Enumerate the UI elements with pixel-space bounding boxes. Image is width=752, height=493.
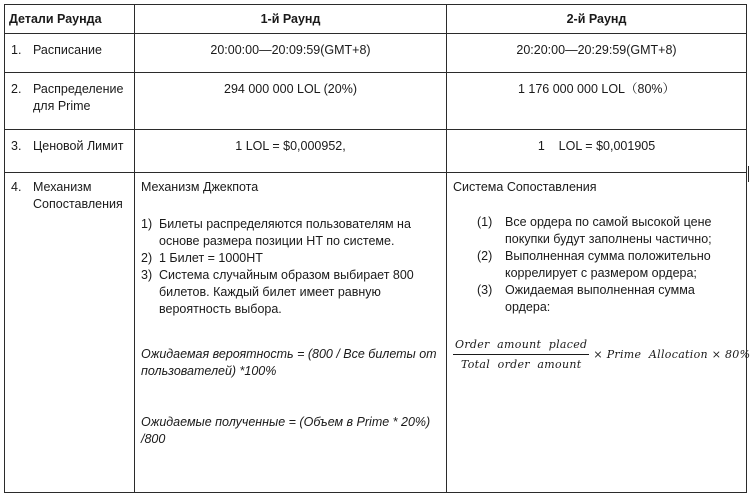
jackpot-rules-list xyxy=(141,216,440,318)
jackpot-mechanism-cell xyxy=(135,173,447,493)
table-header-row xyxy=(5,5,747,34)
row-number: 4. xyxy=(11,180,22,194)
list-item-text: 1 Билет = 1000HT xyxy=(159,251,263,265)
formula-denominator: Total order amount xyxy=(460,358,582,371)
price-limit-round-1: 1 LOL = $0,000952, xyxy=(135,130,447,173)
expected-received-formula: Ожидаемые полученные = (Объем в Prime * 20%) /800 xyxy=(141,415,431,446)
list-item-text: Все ордера по самой высокой цене покупки будут заполнены частично; xyxy=(505,215,712,246)
formula-numerator: Order amount placed xyxy=(453,336,589,355)
list-item-number: (3) xyxy=(477,283,493,297)
row-label-cell xyxy=(5,173,135,493)
expected-probability-formula: Ожидаемая вероятность = (800 / Все билеты от пользователей) *100% xyxy=(141,347,437,378)
list-item-number: (1) xyxy=(477,215,493,229)
row-number: 3. xyxy=(11,139,22,153)
edge-marker xyxy=(748,166,749,182)
list-item-text: Система случайным образом выбирает 800 билетов. Каждый билет имеет равную вероятность выбора. xyxy=(159,268,414,316)
schedule-round-2: 20:20:00—20:29:59(GMT+8) xyxy=(447,34,747,73)
list-item-number: 1) xyxy=(141,217,153,231)
list-item-text: Выполненная сумма положительно коррелирует с размером ордера; xyxy=(505,249,711,280)
matching-rules-list xyxy=(453,214,740,316)
header-round-2: 2-й Раунд xyxy=(447,5,747,34)
row-label-cell xyxy=(5,34,135,73)
matching-system-title: Система Сопоставления xyxy=(453,180,597,194)
allocation-round-2: 1 176 000 000 LOL（80%） xyxy=(447,73,747,130)
list-item-number: 2) xyxy=(141,251,153,265)
row-label: Расписание xyxy=(33,43,102,57)
list-item xyxy=(477,282,740,316)
row-label: Механизм Сопоставления xyxy=(33,180,123,211)
jackpot-mechanism-title: Механизм Джекпота xyxy=(141,180,259,194)
header-round-1: 1-й Раунд xyxy=(135,5,447,34)
list-item xyxy=(477,214,740,248)
allocation-round-1: 294 000 000 LOL (20%) xyxy=(135,73,447,130)
row-label-cell xyxy=(5,130,135,173)
allocation-formula xyxy=(453,336,751,373)
table-row xyxy=(5,73,747,130)
row-label-cell xyxy=(5,73,135,130)
row-label: Ценовой Лимит xyxy=(33,139,124,153)
row-number: 2. xyxy=(11,82,22,96)
list-item-number: (2) xyxy=(477,249,493,263)
list-item-text: Ожидаемая выполненная сумма ордера: xyxy=(505,283,695,314)
row-number: 1. xyxy=(11,43,22,57)
table-row xyxy=(5,34,747,73)
list-item-text: Билеты распределяются пользователям на основе размера позиции HT по системе. xyxy=(159,217,411,248)
schedule-round-1: 20:00:00—20:09:59(GMT+8) xyxy=(135,34,447,73)
list-item xyxy=(141,267,440,318)
table-row xyxy=(5,173,747,493)
round-details-table xyxy=(4,4,751,493)
list-item xyxy=(477,248,740,282)
price-limit-round-2: 1 LOL = $0,001905 xyxy=(447,130,747,173)
formula-multiplier: × Prime Allocation × 80% xyxy=(593,348,751,361)
row-label: Распределение для Prime xyxy=(33,82,124,113)
list-item xyxy=(141,250,440,267)
formula-fraction xyxy=(453,336,589,373)
list-item-number: 3) xyxy=(141,268,153,282)
header-round-details: Детали Раунда xyxy=(5,5,135,34)
matching-system-cell xyxy=(447,173,751,493)
table-row xyxy=(5,130,747,173)
list-item xyxy=(141,216,440,250)
